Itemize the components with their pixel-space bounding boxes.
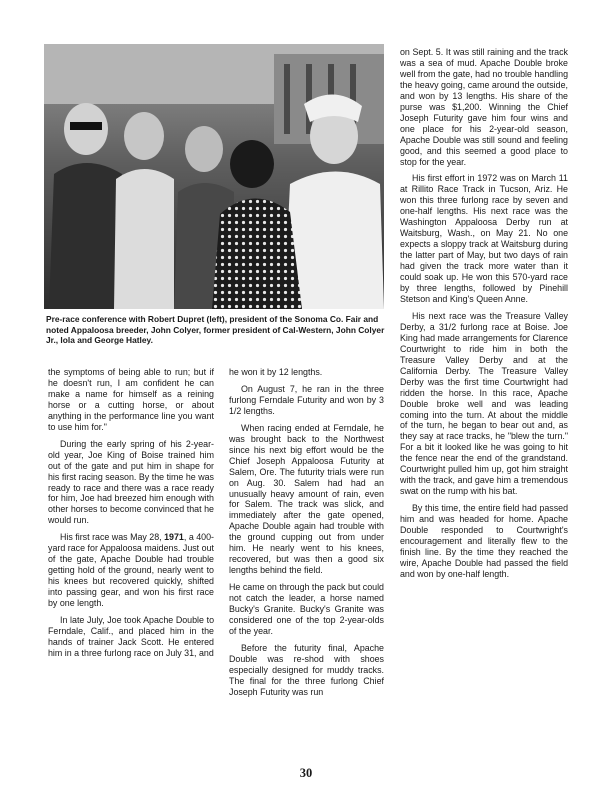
page-number: 30 xyxy=(299,766,313,780)
paragraph: During the early spring of his 2-year-old year, Joe King of Boise trained him out of the gate and put him in shape for his first racing season. By the time he was ready to race and there was a race ready for him, Joe had breezed him enough with other horses to become convinced that he would run. xyxy=(48,438,214,526)
text-run: , a 400-yard race for Appaloosa maidens. Just out of the gate, Apache Double had trouble getting hold of the ground, nearly went to his knees but recovered quickly, shifted into passing gear, and won his first race by one length. xyxy=(48,532,214,609)
paragraph: His first effort in 1972 was on March 11 at Rillito Race Track in Tucson, Ariz. He won this three furlong race by seven and one-half lengths. His next race was the Washington Appaloosa Derby run at Waitsburg, Wash., on May 21. No one expects a sloppy track at Waitsburg during the latter part of May, but two days of rain had given the track more water than it could soak up. He won this 570-yard race by three lengths, followed by Pinehill Stetson and King's Queen Anne. xyxy=(400,173,568,304)
paragraph: On August 7, he ran in the three furlong Ferndale Futurity and won by 3 1/2 lengths. xyxy=(229,383,384,416)
paragraph: When racing ended at Ferndale, he was brought back to the Northwest since his next big effort would be the Chief Joseph Appaloosa Futurity at Salem, Ore. The futurity trials were run on Aug. 30. Salem had had an unusually heavy amount of rain, even for Salem. The track was slick, and immediately after the gate opened, Apache Double again had trouble with the ground cupping out from under him. He nearly went to his knees, recovered, but was then a good six lengths behind the field. xyxy=(229,422,384,576)
race-conference-photo xyxy=(44,44,384,309)
photo-illustration xyxy=(44,44,384,309)
paragraph: the symptoms of being able to run; but if he doesn't run, I am confident he can make a name for himself as a reining horse or a cutting horse, or about anything in the performance line you want to use him for." xyxy=(48,367,214,432)
paragraph: on Sept. 5. It was still raining and the track was a sea of mud. Apache Double broke well from the gate, had no trouble handling the heavy going, came around the outside, and won by 13 lengths. His share of the purse was $1,200. Winning the Chief Joseph Futurity gave him four wins and one place for his 2-year-old season, Apache Double was still sound and feeling good, and this seemed a good place to stop for the year. xyxy=(400,47,568,167)
paragraph: he won it by 12 lengths. xyxy=(229,367,323,377)
paragraph: In late July, Joe took Apache Double to Ferndale, Calif., and placed him in the hands of trainer Jack Scott. He entered him in a three furlong race on July 31, and xyxy=(48,615,214,658)
photo-caption: Pre-race conference with Robert Dupret (left), president of the Sonoma Co. Fair and noted Appaloosa breeder, John Colyer, former president of Cal-Western, John Colyer Jr., Iola and George Hatley. xyxy=(46,314,385,346)
paragraph xyxy=(48,532,214,609)
article-column-2 xyxy=(229,367,384,698)
year-text: 1971 xyxy=(164,532,184,543)
paragraph: He came on through the pack but could not catch the leader, a horse named Bucky's Granite. Bucky's Granite was considered one of the top 2-year-olds of the year. xyxy=(229,582,384,636)
paragraph: Before the futurity final, Apache Double was re-shod with shoes especially designed for muddy tracks. The final for the three furlong Chief Joseph Futurity was run xyxy=(229,642,384,697)
paragraph: His next race was the Treasure Valley Derby, a 31/2 furlong race at Boise. Joe King had made arrangements for Clarence Courtwright to ride him in both the Treasure Valley Derby and at the California Derby. The Treasure Valley Derby was the first time Courtwright had ridden the horse. In this race, Apache Double broke well and was leading coming into the turn. At about the middle of the turn, he began to bear out and, as they say at race tracks, he "blew the turn." For a bit it looked like he was going to hit the fence near the end of the grandstand. Courtwright pulled him up, got him straight with the track, and gave him a tremendous swat on the rump with his bat. xyxy=(400,310,568,497)
paragraph: By this time, the entire field had passed him and was headed for home. Apache Double responded to Courtwright's encouragement and literally flew to the finish line. By the time they reached the wire, Apache Double had passed the field and won by one-half length. xyxy=(400,503,568,579)
text-run: His first race was May 28, xyxy=(60,532,165,543)
article-column-3 xyxy=(400,47,568,580)
article-column-1 xyxy=(48,367,214,659)
